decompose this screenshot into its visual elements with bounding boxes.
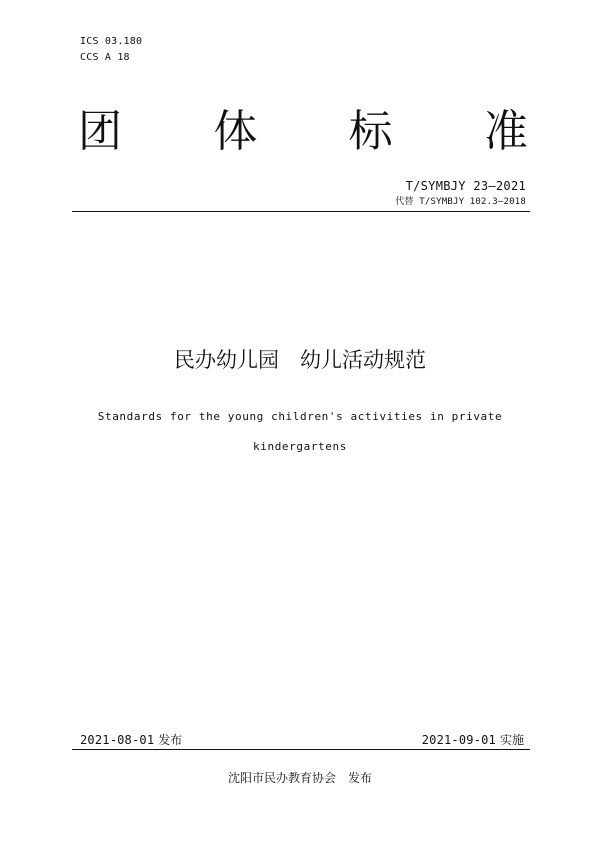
publisher: 沈阳市民办教育协会 发布 [227,771,372,785]
publish-label: 发布 [158,733,183,747]
publish-date: 2021-08-01 [80,733,155,747]
header-title-char-1: 团 [78,106,122,157]
header-title-char-4: 准 [483,106,528,157]
implement-date-row [422,732,524,748]
document-title-cn: 民办幼儿园 幼儿活动规范 [174,348,426,372]
header-title-char-2: 体 [213,106,258,157]
ccs-code: CCS A 18 [80,52,130,63]
top-divider [72,211,530,212]
publish-date-row [80,732,182,748]
implement-label: 实施 [499,733,524,747]
header-title [78,104,528,160]
classification-block [80,34,142,66]
document-title-en-line1: Standards for the young children's activities in private [97,410,503,423]
header-title-char-3: 标 [348,106,393,157]
ics-code: ICS 03.180 [80,36,143,47]
bottom-divider [72,749,530,750]
implement-date: 2021-09-01 [421,733,496,747]
document-title-en-line2: kindergartens [253,440,347,453]
standard-replaces: 代替 T/SYMBJY 102.3—2018 [395,197,526,207]
standard-number: T/SYMBJY 23—2021 [405,179,526,193]
